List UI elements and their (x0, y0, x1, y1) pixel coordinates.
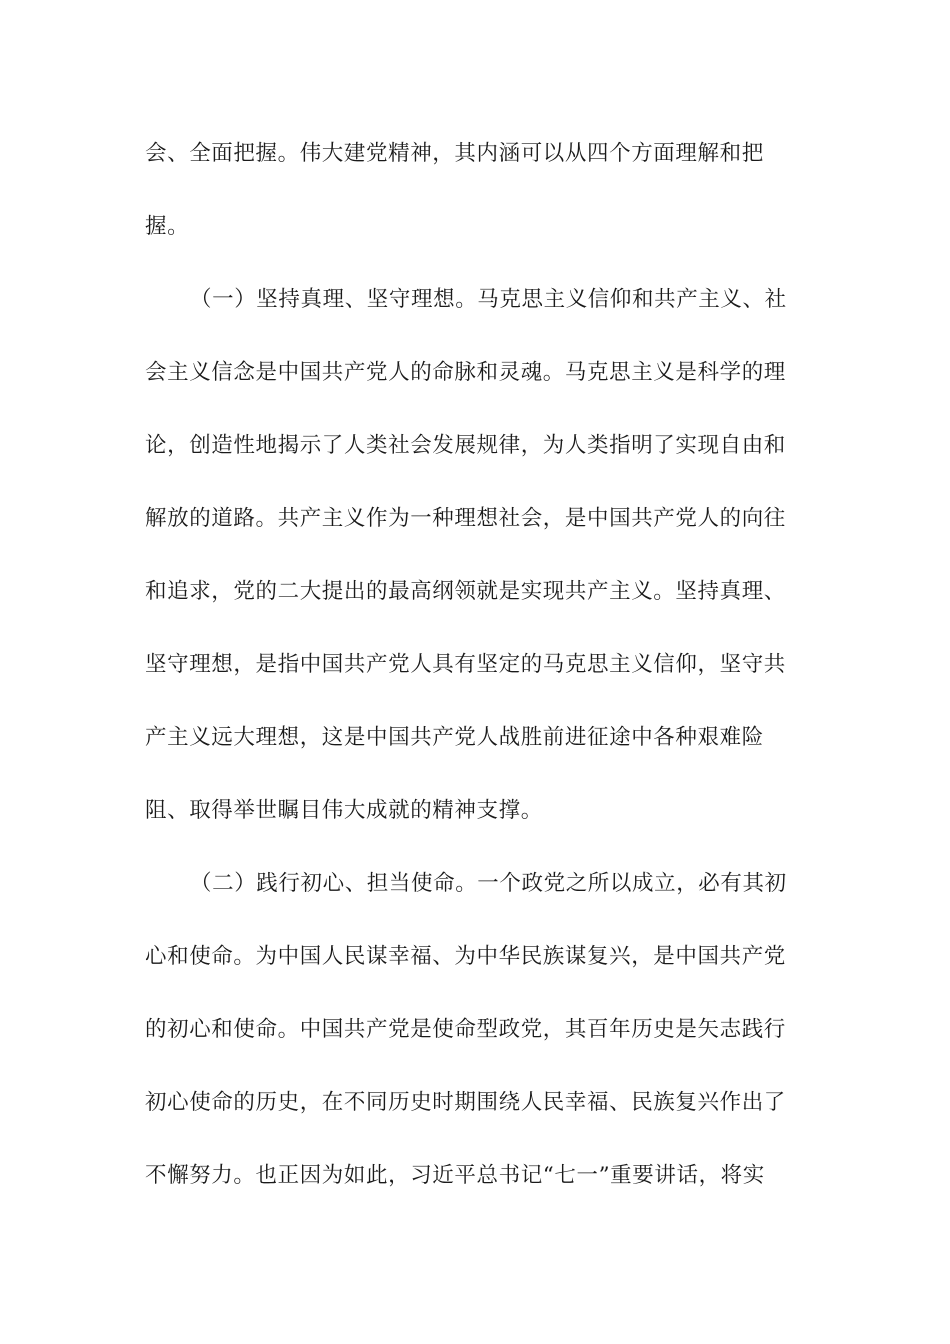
text-line: 会主义信念是中国共产党人的命脉和灵魂。马克思主义是科学的理 (145, 360, 786, 385)
text-line: 阻、取得举世瞩目伟大成就的精神支撑。 (145, 798, 543, 823)
paragraph-2-first-line: （二）践行初心、担当使命。一个政党之所以成立，必有其初 (190, 871, 787, 896)
text-line: 的初心和使命。中国共产党是使命型政党，其百年历史是矢志践行 (145, 1017, 786, 1042)
text-line: 握。 (145, 214, 190, 239)
text-line: 不懈努力。也正因为如此，习近平总书记“七一”重要讲话，将实 (145, 1163, 765, 1188)
text-line: 心和使命。为中国人民谋幸福、为中华民族谋复兴，是中国共产党 (145, 944, 786, 969)
text-line: 解放的道路。共产主义作为一种理想社会，是中国共产党人的向往 (145, 506, 786, 531)
text-line: 坚守理想，是指中国共产党人具有坚定的马克思主义信仰，坚守共 (145, 652, 786, 677)
text-line: 产主义远大理想，这是中国共产党人战胜前进征途中各种艰难险 (145, 725, 764, 750)
text-line: 初心使命的历史，在不同历史时期围绕人民幸福、民族复兴作出了 (145, 1090, 786, 1115)
paragraph-1-first-line: （一）坚持真理、坚守理想。马克思主义信仰和共产主义、社 (190, 287, 787, 312)
text-line: 论，创造性地揭示了人类社会发展规律，为人类指明了实现自由和 (145, 433, 786, 458)
text-line: 和追求，党的二大提出的最高纲领就是实现共产主义。坚持真理、 (145, 579, 786, 604)
text-line: 会、全面把握。伟大建党精神，其内涵可以从四个方面理解和把 (145, 141, 764, 166)
